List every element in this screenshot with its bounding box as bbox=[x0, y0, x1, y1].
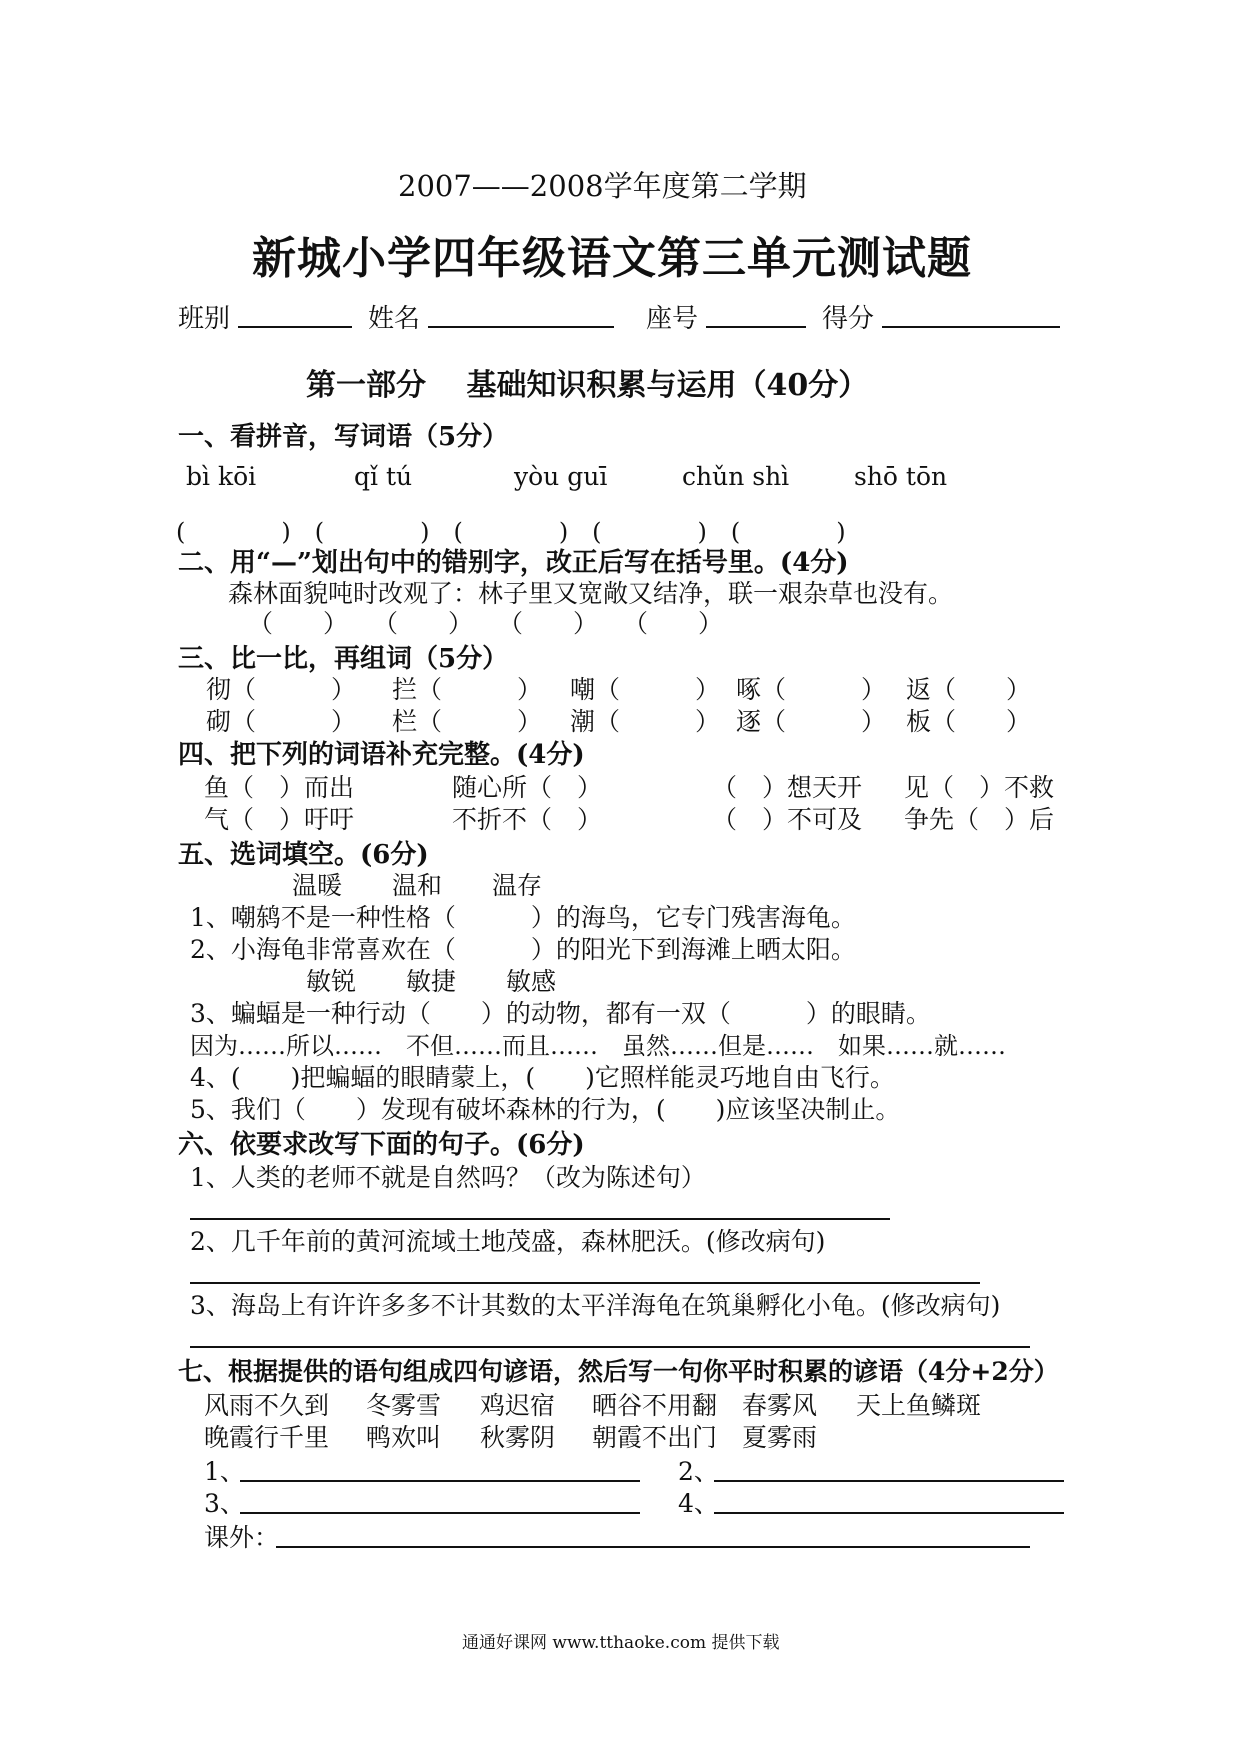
page-title: 新城小学四年级语文第三单元测试题 bbox=[252, 233, 972, 284]
q5-heading: 五、选词填空。(6分) bbox=[178, 840, 429, 870]
q6-answer-1[interactable] bbox=[190, 1190, 890, 1220]
q7-answer-2[interactable] bbox=[714, 1452, 1064, 1482]
q6-heading: 六、依要求改写下面的句子。(6分) bbox=[178, 1130, 585, 1160]
compare-item[interactable]: 砌（ ） bbox=[206, 707, 357, 736]
proverb-fragment: 夏雾雨 bbox=[742, 1423, 818, 1452]
name-label: 姓名 bbox=[368, 304, 421, 334]
q7-answer-4[interactable] bbox=[714, 1484, 1064, 1514]
q2-answer-blanks[interactable]: （ ） （ ） （ ） （ ） bbox=[248, 609, 724, 638]
name-field[interactable] bbox=[428, 298, 614, 328]
q7-answer-1[interactable] bbox=[240, 1452, 640, 1482]
score-field[interactable] bbox=[882, 298, 1060, 328]
q7-label-4: 4、 bbox=[678, 1489, 719, 1518]
proverb-fragment: 冬雾雪 bbox=[366, 1391, 442, 1420]
compare-item[interactable]: 潮（ ） bbox=[570, 707, 721, 736]
proverb-fragment: 风雨不久到 bbox=[204, 1391, 330, 1420]
q5-sentence-4[interactable]: 4、( )把蝙蝠的眼睛蒙上，( )它照样能灵巧地自由飞行。 bbox=[190, 1063, 895, 1092]
proverb-fragment: 鸡迟宿 bbox=[480, 1391, 556, 1420]
term-line: 2007——2008学年度第二学期 bbox=[398, 169, 807, 203]
idiom-item[interactable]: 鱼（ ）而出 bbox=[204, 773, 355, 802]
proverb-fragment: 天上鱼鳞斑 bbox=[856, 1391, 982, 1420]
proverb-fragment: 秋雾阴 bbox=[480, 1423, 556, 1452]
idiom-item[interactable]: 气（ ）吁吁 bbox=[204, 805, 355, 834]
score-label: 得分 bbox=[822, 304, 875, 334]
q6-item-1: 1、人类的老师不就是自然吗？（改为陈述句） bbox=[190, 1163, 706, 1192]
footer-text: 通通好课网 www.tthaoke.com 提供下载 bbox=[462, 1633, 780, 1653]
class-field[interactable] bbox=[238, 298, 352, 328]
idiom-item[interactable]: 见（ ）不救 bbox=[904, 773, 1055, 802]
q6-answer-2[interactable] bbox=[190, 1254, 980, 1284]
q1-answer-blanks[interactable]: ( ) ( ) ( ) ( ) ( ) bbox=[176, 518, 846, 546]
q6-answer-3[interactable] bbox=[190, 1318, 1030, 1348]
pinyin-item: qǐ tú bbox=[354, 462, 413, 491]
q5-conjunction-choices: 因为……所以…… 不但……而且…… 虽然……但是…… 如果……就…… bbox=[190, 1032, 1006, 1060]
q7-extra-answer[interactable] bbox=[276, 1518, 1030, 1548]
q5-word-choices-1: 温暖 温和 温存 bbox=[292, 871, 543, 900]
compare-item[interactable]: 彻（ ） bbox=[206, 675, 357, 704]
compare-item[interactable]: 板（ ） bbox=[906, 707, 1032, 736]
q7-label-1: 1、 bbox=[204, 1457, 245, 1486]
part-one-title: 第一部分 基础知识积累与运用（40分） bbox=[306, 368, 869, 403]
pinyin-item: chǔn shì bbox=[682, 462, 790, 491]
q7-label-3: 3、 bbox=[204, 1489, 245, 1518]
q7-answer-3[interactable] bbox=[240, 1484, 640, 1514]
q5-sentence-3[interactable]: 3、蝙蝠是一种行动（ ）的动物，都有一双（ ）的眼睛。 bbox=[190, 999, 931, 1028]
q5-sentence-5[interactable]: 5、我们（ ）发现有破坏森林的行为，( )应该坚决制止。 bbox=[190, 1095, 901, 1124]
q1-heading: 一、看拼音，写词语（5分） bbox=[178, 422, 509, 452]
idiom-item[interactable]: 随心所（ ） bbox=[452, 773, 603, 802]
q7-label-2: 2、 bbox=[678, 1457, 719, 1486]
compare-item[interactable]: 啄（ ） bbox=[736, 675, 887, 704]
compare-item[interactable]: 嘲（ ） bbox=[570, 675, 721, 704]
q7-heading: 七、根据提供的语句组成四句谚语，然后写一句你平时积累的谚语（4分+2分） bbox=[178, 1357, 1059, 1386]
idiom-item[interactable]: （ ）想天开 bbox=[712, 773, 863, 802]
class-label: 班别 bbox=[178, 304, 231, 334]
seat-label: 座号 bbox=[646, 304, 699, 334]
compare-item[interactable]: 栏（ ） bbox=[392, 707, 543, 736]
q5-word-choices-2: 敏锐 敏捷 敏感 bbox=[306, 967, 557, 996]
proverb-fragment: 鸭欢叫 bbox=[366, 1423, 442, 1452]
idiom-item[interactable]: （ ）不可及 bbox=[712, 805, 863, 834]
proverb-fragment: 晒谷不用翻 bbox=[592, 1391, 718, 1420]
idiom-item[interactable]: 不折不（ ） bbox=[452, 805, 603, 834]
pinyin-item: shō tōn bbox=[854, 462, 948, 491]
q3-heading: 三、比一比，再组词（5分） bbox=[178, 644, 509, 674]
proverb-fragment: 朝霞不出门 bbox=[592, 1423, 718, 1452]
q6-item-2: 2、几千年前的黄河流域土地茂盛，森林肥沃。(修改病句) bbox=[190, 1227, 826, 1256]
idiom-item[interactable]: 争先（ ）后 bbox=[904, 805, 1055, 834]
q2-sentence: 森林面貌吨时改观了：林子里又宽敞又结净，联一艰杂草也没有。 bbox=[228, 579, 954, 608]
compare-item[interactable]: 返（ ） bbox=[906, 675, 1032, 704]
q6-item-3: 3、海岛上有许许多多不计其数的太平洋海龟在筑巢孵化小龟。(修改病句) bbox=[190, 1291, 1001, 1320]
compare-item[interactable]: 逐（ ） bbox=[736, 707, 887, 736]
compare-item[interactable]: 拦（ ） bbox=[392, 675, 543, 704]
proverb-fragment: 春雾风 bbox=[742, 1391, 818, 1420]
q7-extra-label: 课外： bbox=[204, 1523, 280, 1552]
q5-sentence-1[interactable]: 1、嘲鸫不是一种性格（ ）的海鸟，它专门残害海龟。 bbox=[190, 903, 856, 932]
proverb-fragment: 晚霞行千里 bbox=[204, 1423, 330, 1452]
q4-heading: 四、把下列的词语补充完整。(4分) bbox=[178, 740, 585, 770]
q2-heading: 二、用“—”划出句中的错别字，改正后写在括号里。(4分) bbox=[178, 548, 849, 578]
q5-sentence-2[interactable]: 2、小海龟非常喜欢在（ ）的阳光下到海滩上晒太阳。 bbox=[190, 935, 856, 964]
pinyin-item: yòu guī bbox=[514, 462, 608, 491]
seat-field[interactable] bbox=[706, 298, 806, 328]
pinyin-item: bì kōi bbox=[186, 462, 257, 491]
